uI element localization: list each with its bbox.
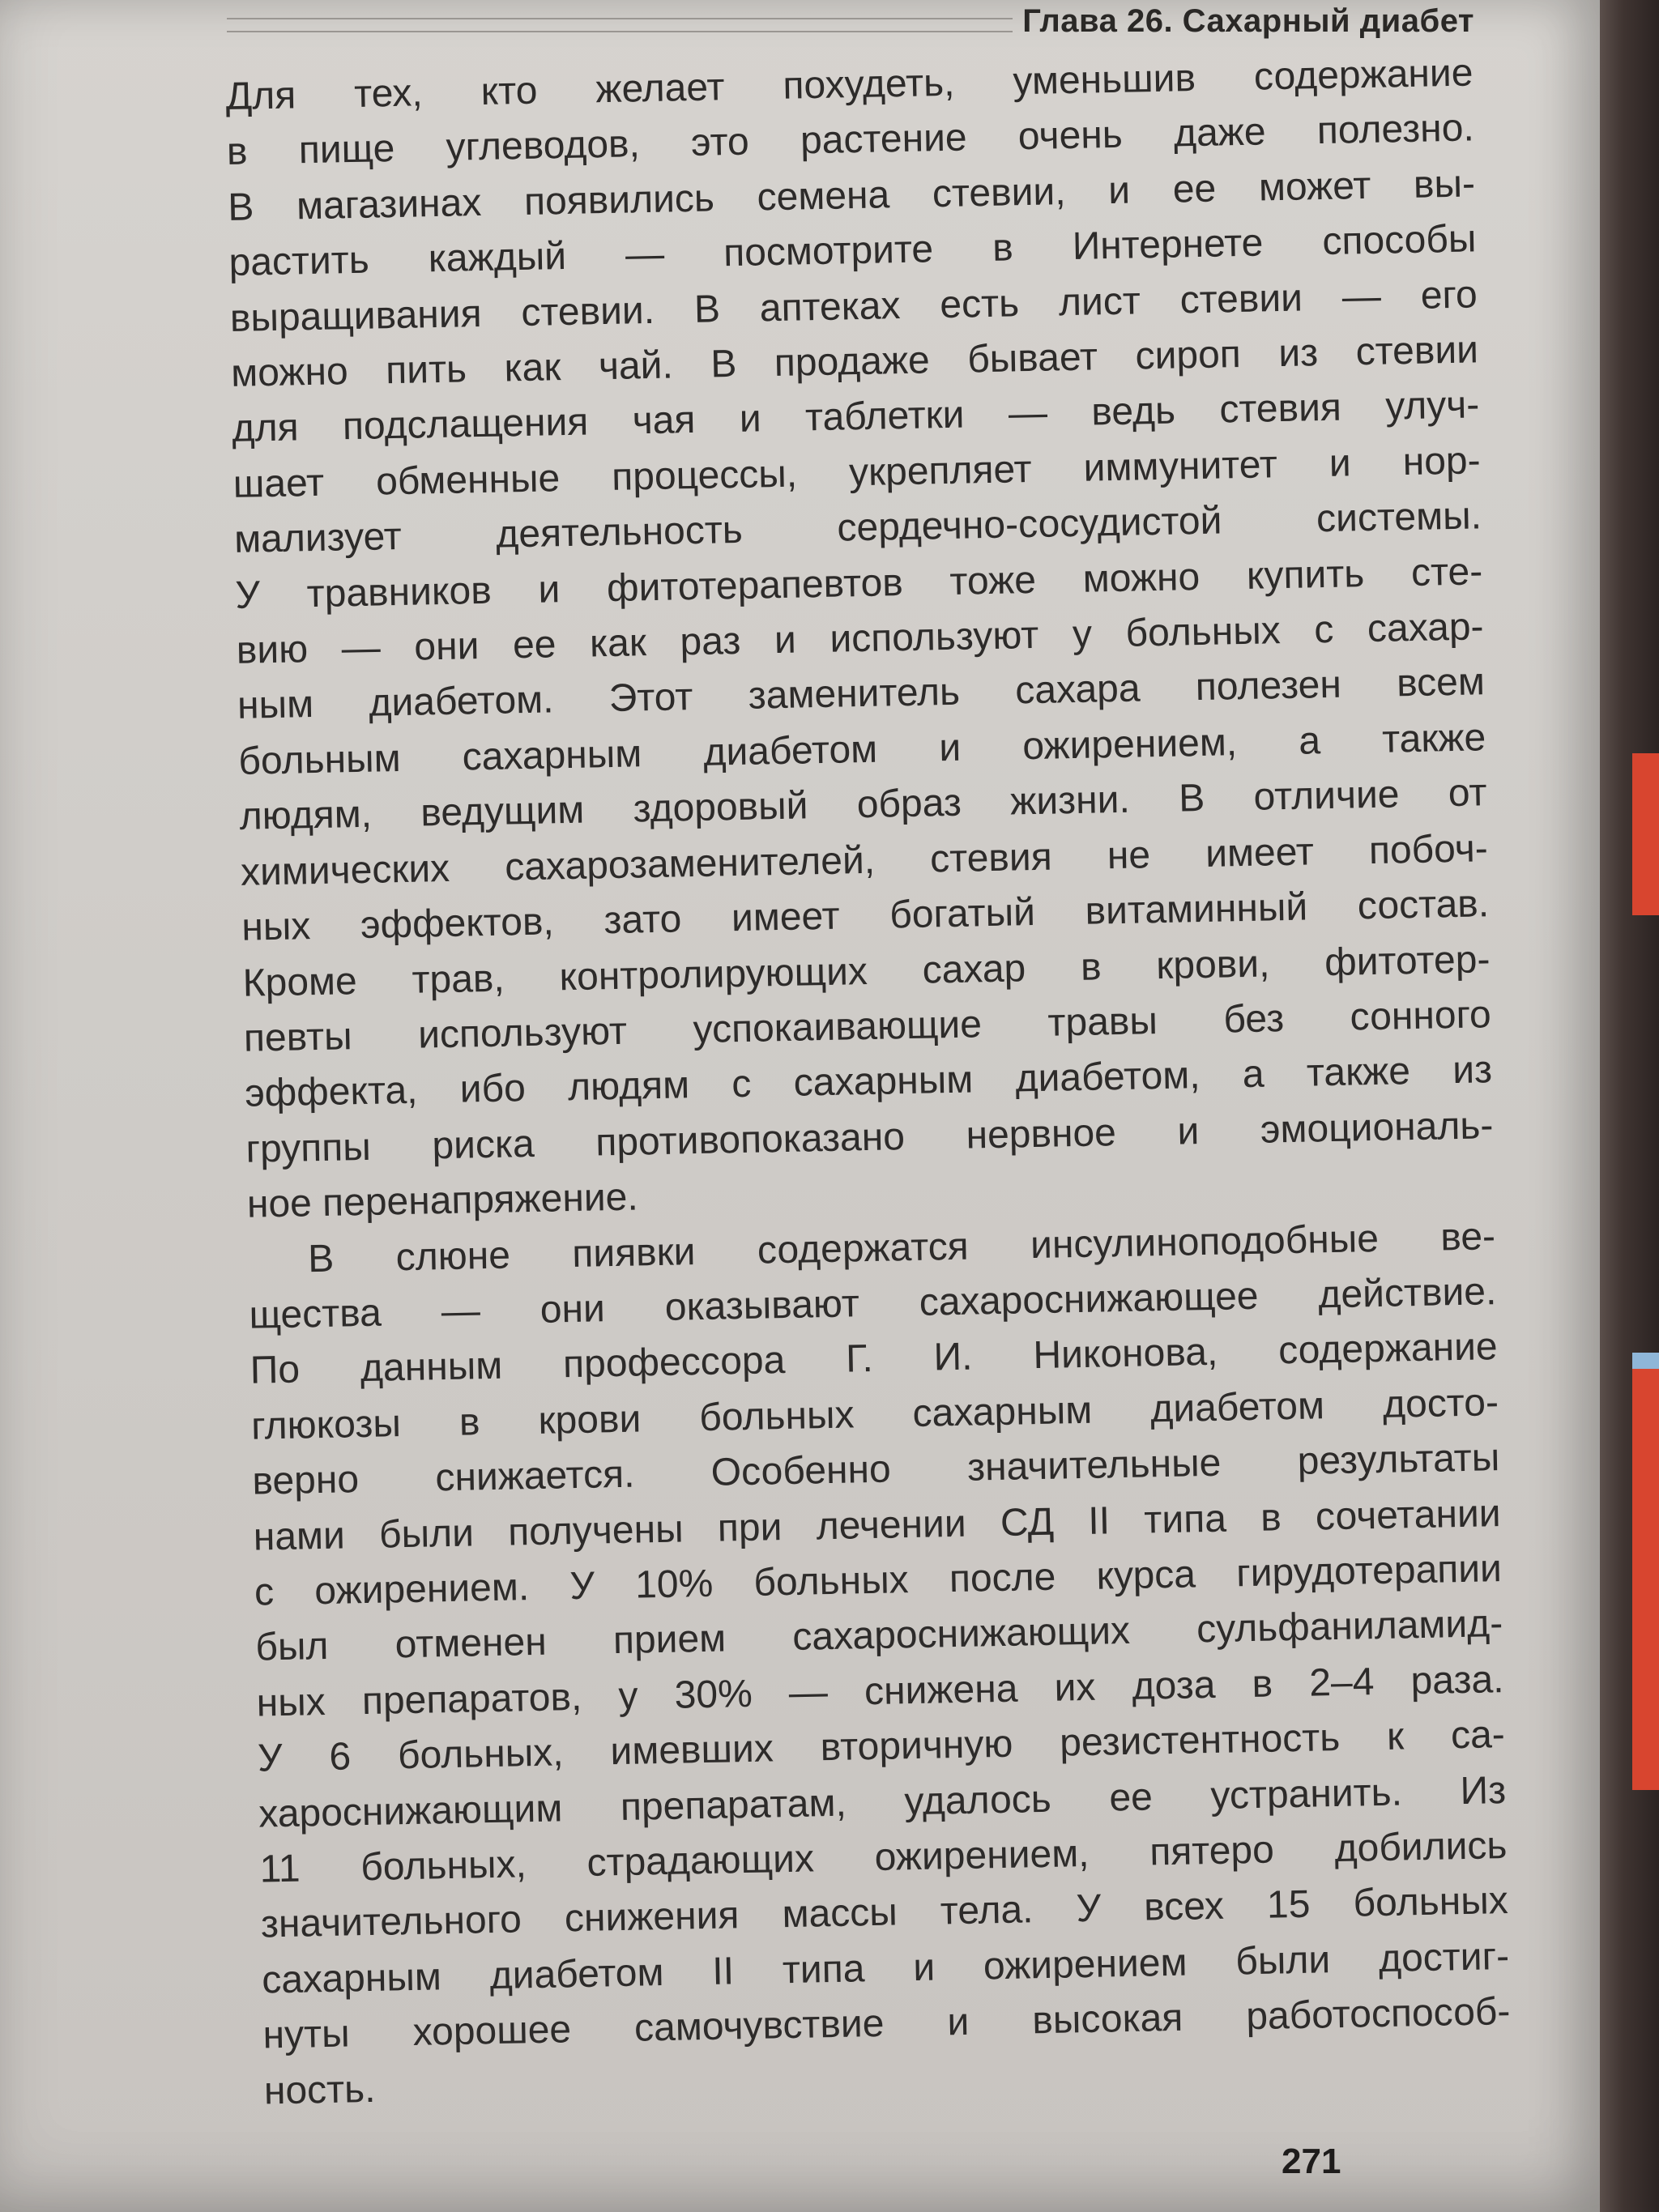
text-line: выращивания стевии. В аптеках есть лист стевии — его bbox=[229, 273, 1478, 340]
edge-red-stripe bbox=[1632, 753, 1659, 915]
page-number: 271 bbox=[1282, 2142, 1341, 2181]
text-line: вию — они ее как раз и используют у больных с сахар- bbox=[236, 605, 1485, 672]
text-line: сахарным диабетом II типа и ожирением были достиг- bbox=[261, 1934, 1510, 2002]
chapter-title: Глава 26. Сахарный диабет bbox=[1022, 3, 1474, 39]
text-line: 11 больных, страдающих ожирением, пятеро добились bbox=[259, 1824, 1508, 1891]
text-line: людям, ведущим здоровый образ жизни. В отличие от bbox=[239, 771, 1487, 839]
text-line: Кроме трав, контролирующих сахар в крови, фитотер- bbox=[242, 937, 1491, 1005]
text-line: Для тех, кто желает похудеть, уменьшив содержание bbox=[225, 51, 1473, 118]
text-line: можно пить как чай. В продаже бывает сироп из стевии bbox=[230, 328, 1479, 395]
text-line: нуты хорошее самочувствие и высокая работоспособ- bbox=[262, 1990, 1511, 2057]
text-line: мализует деятельность сердечно-сосудистой системы. bbox=[233, 494, 1482, 562]
text-line: хароснижающим препаратам, удалось ее устранить. Из bbox=[258, 1768, 1507, 1836]
paragraph-2 bbox=[248, 1209, 1512, 2120]
text-line: ность. bbox=[263, 2067, 376, 2113]
text-line: был отменен прием сахароснижающих сульфаниламид- bbox=[254, 1602, 1503, 1670]
text-line: глюкозы в крови больных сахарным диабетом досто- bbox=[250, 1380, 1499, 1448]
text-line: с ожирением. У 10% больных после курса гирудотерапии bbox=[254, 1547, 1503, 1614]
text-line: певты используют успокаивающие травы без сонного bbox=[243, 993, 1492, 1060]
body-text bbox=[225, 45, 1512, 2119]
text-line: значительного снижения массы тела. У всех 15 больных bbox=[260, 1879, 1509, 1946]
text-line: У 6 больных, имевших вторичную резистентность к са- bbox=[257, 1713, 1506, 1780]
text-line: растить каждый — посмотрите в Интернете способы bbox=[228, 217, 1477, 285]
text-line: химических сахарозаменителей, стевия не имеет побоч- bbox=[240, 826, 1489, 894]
text-line: щества — они оказывают сахароснижающее действие. bbox=[249, 1270, 1497, 1337]
edge-blue-stripe bbox=[1632, 1353, 1659, 1369]
header-rule bbox=[227, 18, 1013, 32]
text-line: ных эффектов, зато имеет богатый витаминный состав. bbox=[241, 882, 1490, 949]
text-line: ное перенапряжение. bbox=[246, 1175, 639, 1226]
text-line: больным сахарным диабетом и ожирением, а также bbox=[237, 716, 1486, 783]
running-header bbox=[227, 0, 1474, 57]
book-edge bbox=[1600, 0, 1659, 2212]
text-line: для подслащения чая и таблетки — ведь стевия улуч- bbox=[232, 383, 1480, 451]
text-line: в пище углеводов, это растение очень даже полезно. bbox=[226, 106, 1475, 174]
paragraph-1 bbox=[225, 45, 1495, 1233]
text-line: По данным профессора Г. И. Никонова, содержание bbox=[249, 1325, 1499, 1393]
text-line: ных препаратов, у 30% — снижена их доза в 2–4 раза. bbox=[256, 1657, 1504, 1725]
text-line: нами были получены при лечении СД II типа в сочетании bbox=[253, 1491, 1502, 1559]
text-line: ным диабетом. Этот заменитель сахара полезен всем bbox=[237, 660, 1486, 728]
text-line: верно снижается. Особенно значительные результаты bbox=[251, 1436, 1500, 1503]
text-line: эффекта, ибо людям с сахарным диабетом, а также из bbox=[244, 1048, 1493, 1116]
edge-red-stripe bbox=[1632, 1369, 1659, 1790]
text-line: В слюне пиявки содержатся инсулиноподобные ве- bbox=[307, 1214, 1496, 1281]
text-line: шает обменные процессы, укрепляет иммунитет и нор- bbox=[232, 439, 1482, 506]
text-line: В магазинах появились семена стевии, и ее может вы- bbox=[227, 162, 1476, 229]
text-line: группы риска противопоказано нервное и эмоциональ- bbox=[245, 1103, 1494, 1171]
text-line: У травников и фитотерапевтов тоже можно купить сте- bbox=[234, 549, 1483, 617]
